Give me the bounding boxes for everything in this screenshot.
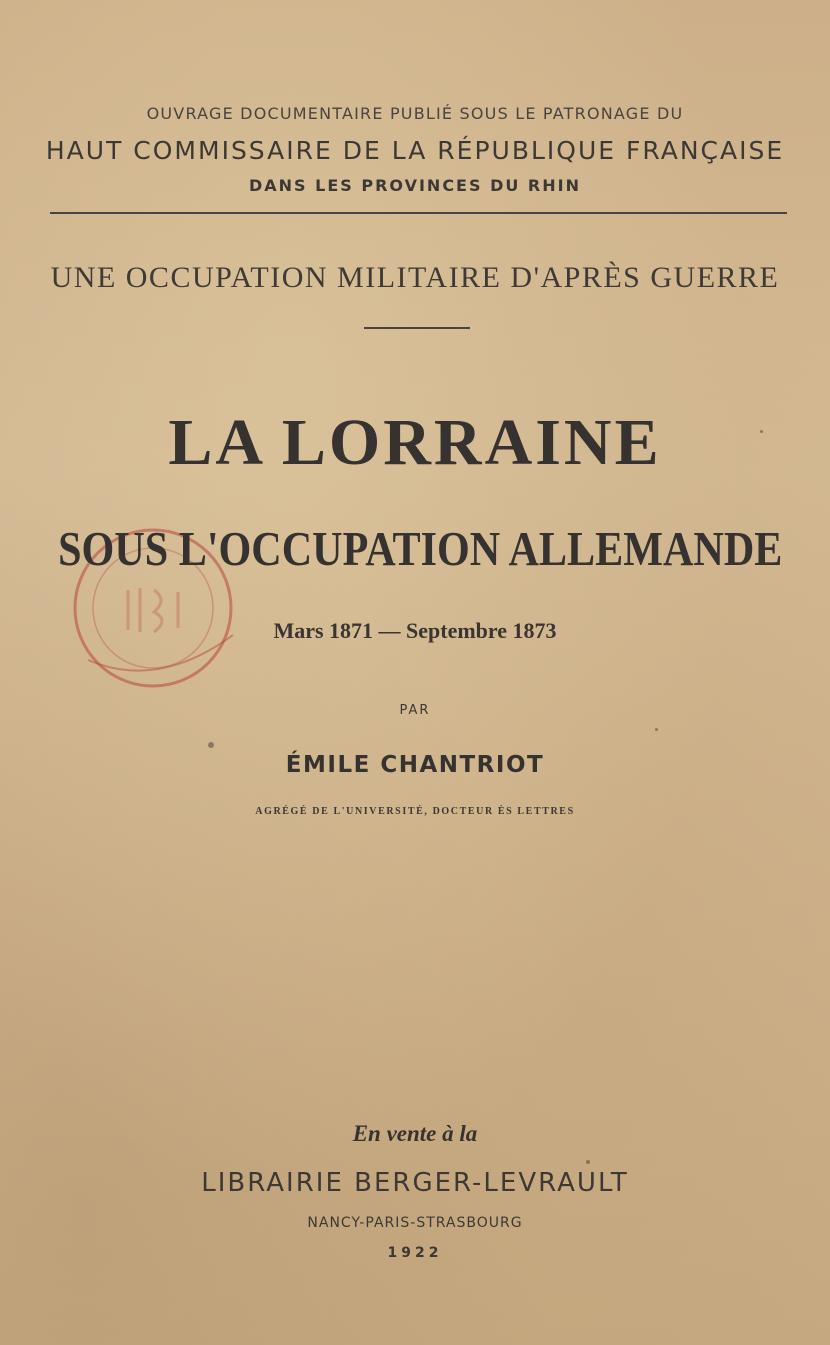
subtitle: SOUS L'OCCUPATION ALLEMANDE (58, 521, 783, 576)
paper-speck (655, 728, 658, 731)
author-name: ÉMILE CHANTRIOT (285, 752, 545, 778)
date-range: Mars 1871 — Septembre 1873 (273, 618, 557, 643)
provinces-line: DANS LES PROVINCES DU RHIN (249, 176, 581, 195)
patronage-line: OUVRAGE DOCUMENTAIRE PUBLIÉ SOUS LE PATRONAGE DU (146, 104, 684, 123)
by-label: PAR (399, 703, 431, 718)
publisher-name: LIBRAIRIE BERGER-LEVRAULT (201, 1168, 629, 1198)
author-credentials: AGRÉGÉ DE L'UNIVERSITÉ, DOCTEUR ÈS LETTRES (255, 806, 575, 817)
sale-notice: En vente à la (352, 1121, 478, 1146)
short-divider (364, 327, 470, 329)
paper-speck (760, 430, 763, 433)
main-title: LA LORRAINE (168, 406, 662, 479)
paper-speck (586, 1160, 590, 1164)
commissioner-line: HAUT COMMISSAIRE DE LA RÉPUBLIQUE FRANÇAISE (45, 136, 785, 165)
publication-year: 1922 (387, 1245, 443, 1261)
publisher-cities: NANCY-PARIS-STRASBOURG (307, 1215, 523, 1231)
series-title: UNE OCCUPATION MILITAIRE D'APRÈS GUERRE (50, 261, 780, 294)
header-divider (50, 212, 787, 214)
paper-speck (208, 742, 214, 748)
